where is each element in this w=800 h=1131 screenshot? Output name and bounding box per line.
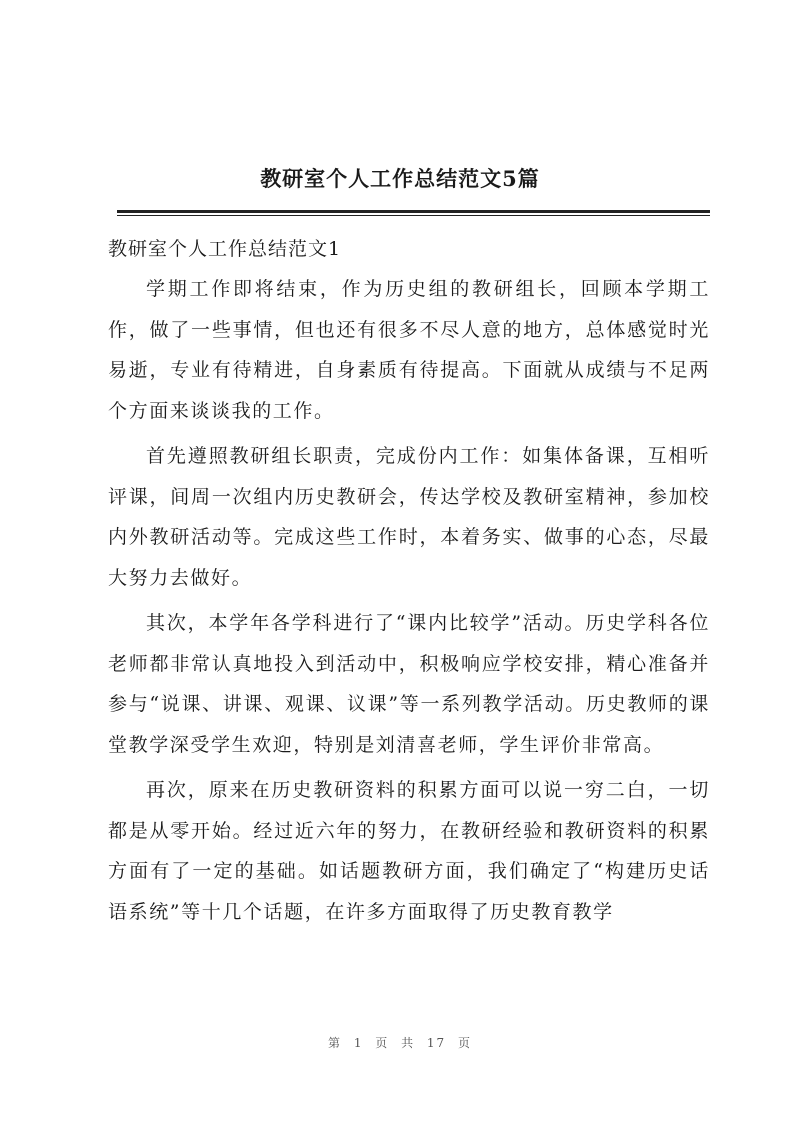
paragraph-4: 再次，原来在历史教研资料的积累方面可以说一穷二白，一切都是从零开始。经过近六年的努力，在教研经验和教研资料的积累方面有了一定的基础。如话题教研方面，我们确定了“构建历史话语系统”等十几个话题，在许多方面取得了历史教育教学 [108,779,710,923]
paragraph-1: 学期工作即将结束，作为历史组的教研组长，回顾本学期工作，做了一些事情，但也还有很多不尽人意的地方，总体感觉时光易逝，专业有待精进，自身素质有待提高。下面就从成绩与不足两个方面来谈谈我的工作。 [108,278,710,422]
page-footer: 第 1 页 共 17 页 [328,1036,472,1050]
section-heading: 教研室个人工作总结范文1 [108,238,342,260]
paragraph-3: 其次，本学年各学科进行了“课内比较学”活动。历史学科各位老师都非常认真地投入到活动中，积极响应学校安排，精心准备并参与“说课、讲课、观课、议课”等一系列教学活动。历史教师的课堂教学深受学生欢迎，特别是刘清喜老师，学生评价非常高。 [108,612,710,756]
document-body [108,229,710,937]
paragraph-2: 首先遵照教研组长职责，完成份内工作：如集体备课，互相听评课，间周一次组内历史教研会，传达学校及教研室精神，参加校内外教研活动等。完成这些工作时，本着务实、做事的心态，尽最大努力去做好。 [108,445,710,589]
document-title: 教研室个人工作总结范文5篇 [260,166,540,191]
title-divider [117,210,710,213]
